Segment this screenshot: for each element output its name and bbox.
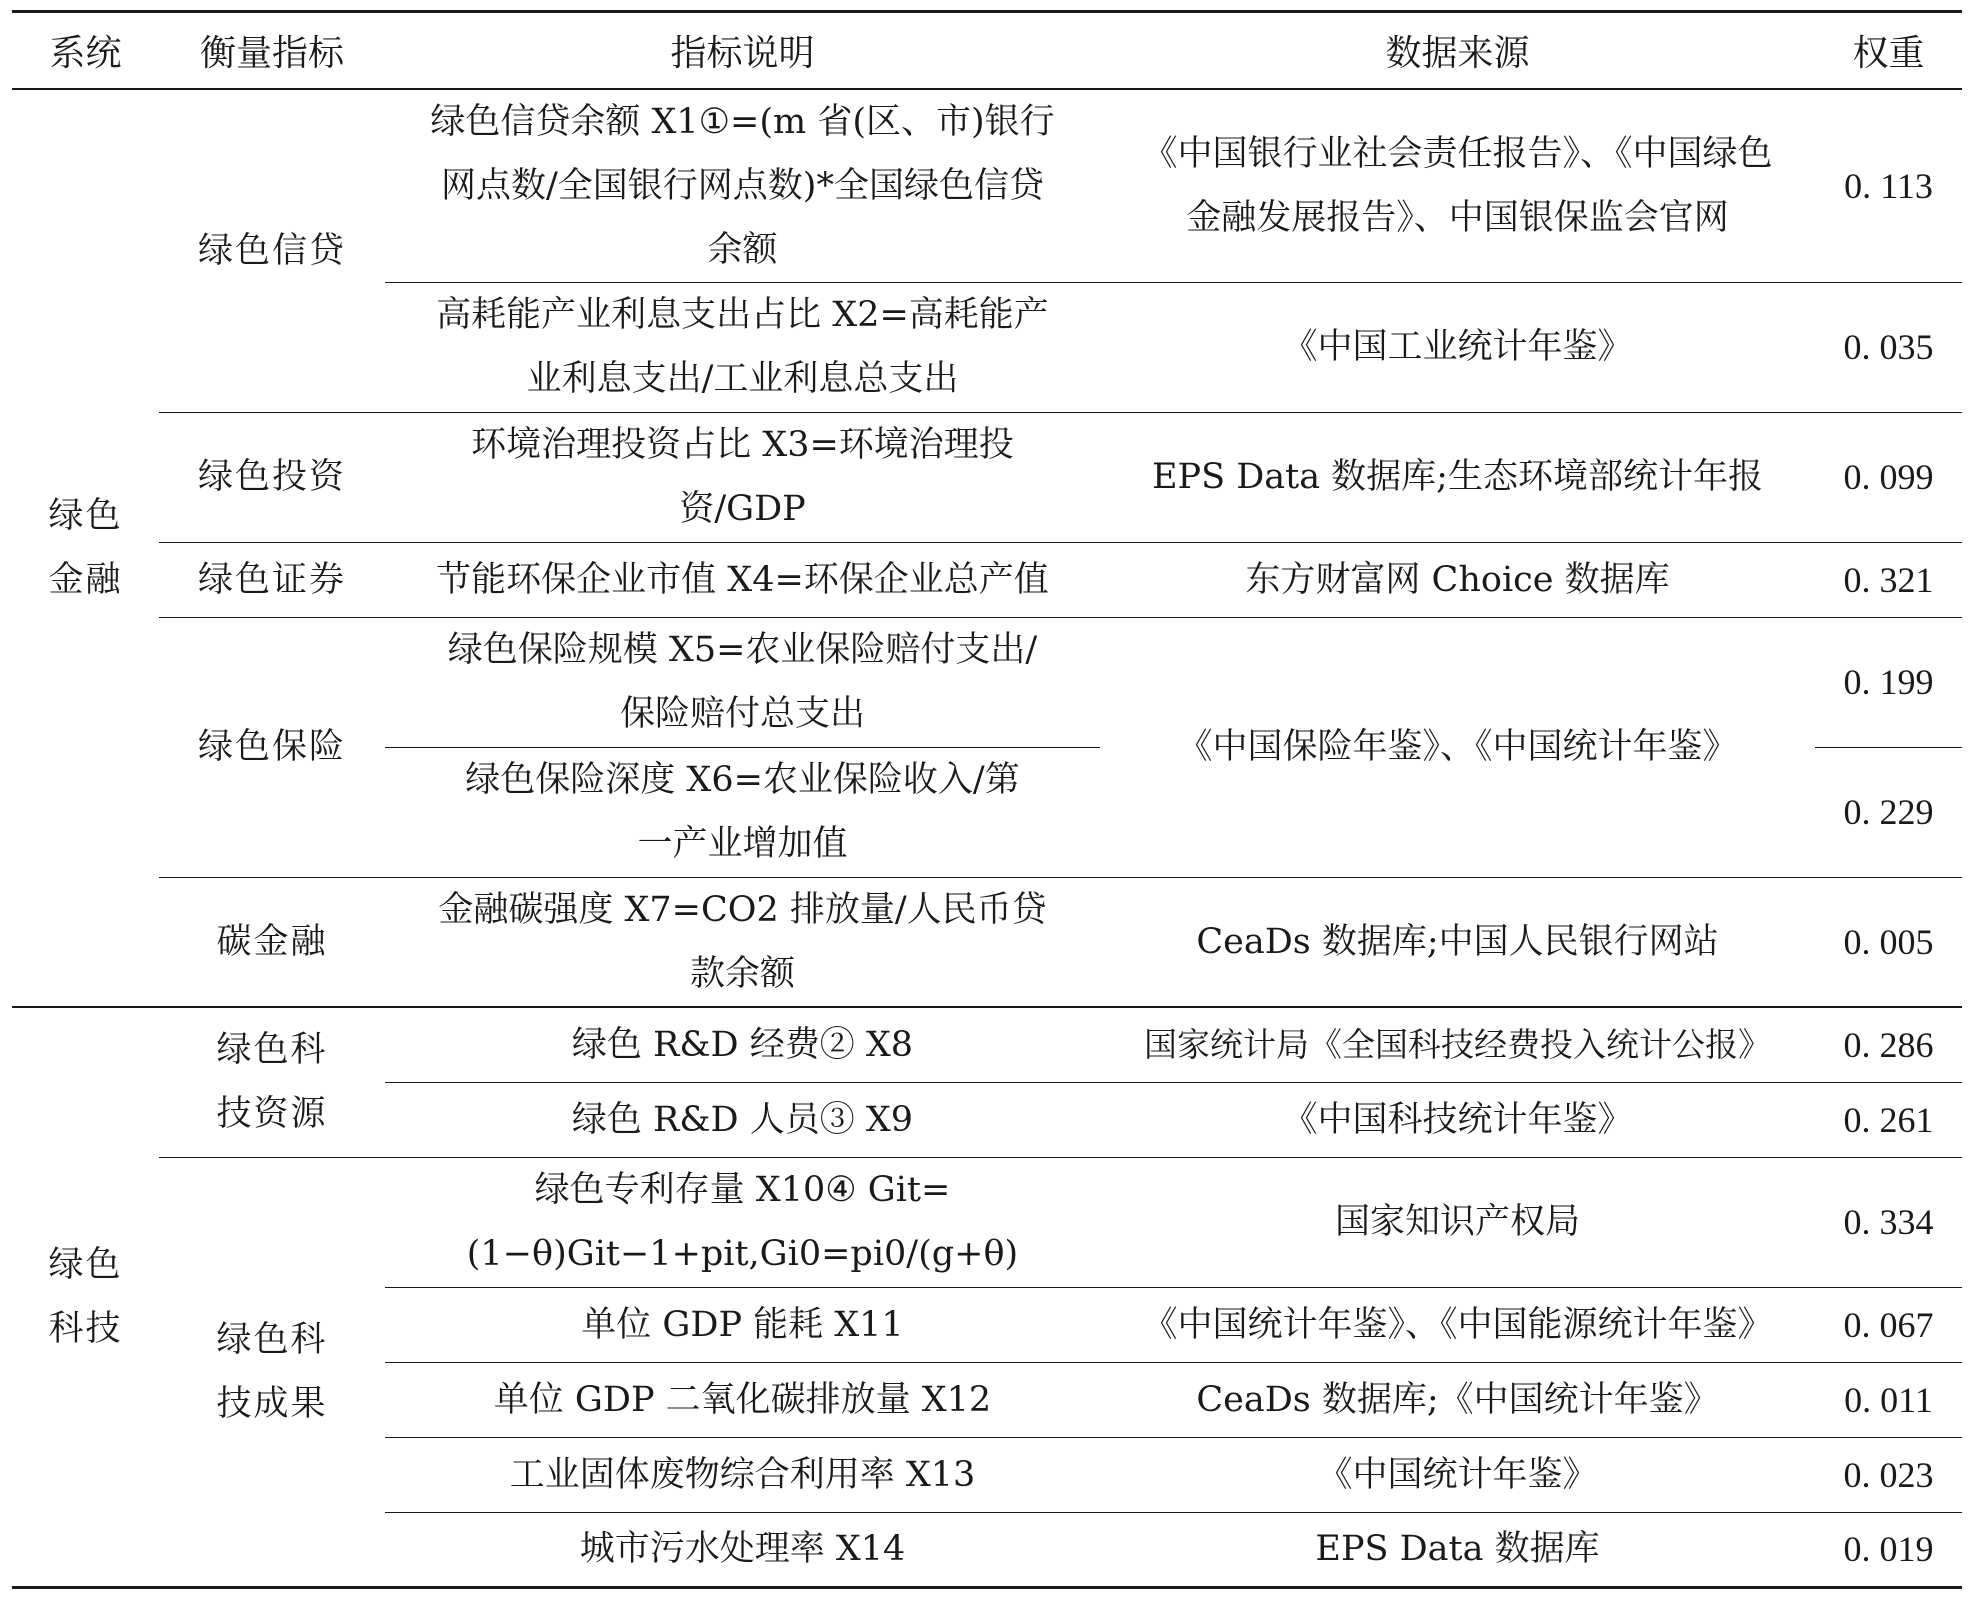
- source-cell: 东方财富网 Choice 数据库: [1100, 542, 1815, 617]
- weight-cell: 0. 334: [1815, 1157, 1962, 1287]
- table-row: [12, 1157, 1962, 1287]
- table-row: [12, 877, 1962, 1007]
- source-cell: 《中国工业统计年鉴》: [1100, 282, 1815, 412]
- description-cell: 节能环保企业市值 X4=环保企业总产值: [385, 542, 1100, 617]
- indicator-carbon-finance: 碳金融: [159, 877, 385, 1007]
- indicator-credit: 绿色信贷: [197, 230, 346, 271]
- indicator-insurance: 绿色保险: [159, 617, 385, 877]
- table-row: [12, 617, 1962, 747]
- source-cell: 《中国统计年鉴》: [1100, 1437, 1815, 1512]
- description-cell: 高耗能产业利息支出占比 X2=高耗能产业利息支出/工业利息总支出: [385, 282, 1100, 412]
- source-cell: CeaDs 数据库;《中国统计年鉴》: [1100, 1362, 1815, 1437]
- header-source: 数据来源: [1100, 12, 1815, 89]
- source-cell: 国家统计局《全国科技经费投入统计公报》: [1100, 1007, 1815, 1082]
- indicator-tech-results: 绿色科技成果: [159, 1157, 385, 1587]
- header-system: 系统: [12, 12, 159, 89]
- source-cell: EPS Data 数据库;生态环境部统计年报: [1100, 412, 1815, 542]
- source-cell: 《中国保险年鉴》、《中国统计年鉴》: [1100, 617, 1815, 877]
- description-cell: 绿色 R&D 人员③ X9: [385, 1082, 1100, 1157]
- header-row: [12, 12, 1962, 89]
- indicator-investment: 绿色投资: [159, 412, 385, 542]
- description-cell: 环境治理投资占比 X3=环境治理投资/GDP: [385, 412, 1100, 542]
- table-row: [12, 412, 1962, 542]
- source-cell: 《中国统计年鉴》、《中国能源统计年鉴》: [1100, 1287, 1815, 1362]
- indicator-table: [12, 10, 1962, 1589]
- source-cell: 国家知识产权局: [1100, 1157, 1815, 1287]
- weight-cell: 0. 067: [1815, 1287, 1962, 1362]
- description-cell: 绿色 R&D 经费② X8: [385, 1007, 1100, 1082]
- table-row: [12, 542, 1962, 617]
- weight-cell: 0. 035: [1815, 282, 1962, 412]
- source-cell: 《中国银行业社会责任报告》、《中国绿色金融发展报告》、中国银保监会官网: [1142, 133, 1773, 238]
- indicator-securities: 绿色证券: [159, 542, 385, 617]
- table-row: [12, 89, 1962, 283]
- weight-cell: 0. 113: [1844, 165, 1933, 206]
- weight-cell: 0. 229: [1815, 747, 1962, 877]
- source-cell: CeaDs 数据库;中国人民银行网站: [1100, 877, 1815, 1007]
- description-cell: 绿色保险深度 X6=农业保险收入/第一产业增加值: [385, 747, 1100, 877]
- description-cell: 绿色保险规模 X5=农业保险赔付支出/保险赔付总支出: [385, 617, 1100, 747]
- weight-cell: 0. 321: [1815, 542, 1962, 617]
- indicator-tech-resources: 绿色科技资源: [159, 1007, 385, 1157]
- description-cell: 单位 GDP 能耗 X11: [385, 1287, 1100, 1362]
- weight-cell: 0. 019: [1815, 1512, 1962, 1587]
- weight-cell: 0. 261: [1815, 1082, 1962, 1157]
- description-cell: 城市污水处理率 X14: [385, 1512, 1100, 1587]
- system-finance: 绿色金融: [48, 495, 123, 600]
- description-cell: 金融碳强度 X7=CO2 排放量/人民币贷款余额: [385, 877, 1100, 1007]
- header-description: 指标说明: [385, 12, 1100, 89]
- header-indicator: 衡量指标: [159, 12, 385, 89]
- source-cell: 《中国科技统计年鉴》: [1100, 1082, 1815, 1157]
- weight-cell: 0. 005: [1815, 877, 1962, 1007]
- weight-cell: 0. 199: [1815, 617, 1962, 747]
- weight-cell: 0. 286: [1815, 1007, 1962, 1082]
- weight-cell: 0. 011: [1815, 1362, 1962, 1437]
- description-cell: 工业固体废物综合利用率 X13: [385, 1437, 1100, 1512]
- weight-cell: 0. 099: [1815, 412, 1962, 542]
- description-cell: 绿色信贷余额 X1①=(m 省(区、市)银行网点数/全国银行网点数)*全国绿色信贷余额: [430, 101, 1055, 270]
- description-cell: 绿色专利存量 X10④ Git=(1−θ)Git−1+pit,Gi0=pi0/(g+θ): [385, 1157, 1100, 1287]
- source-cell: EPS Data 数据库: [1100, 1512, 1815, 1587]
- system-tech: 绿色科技: [12, 1007, 159, 1587]
- description-cell: 单位 GDP 二氧化碳排放量 X12: [385, 1362, 1100, 1437]
- weight-cell: 0. 023: [1815, 1437, 1962, 1512]
- table-row: [12, 1007, 1962, 1082]
- header-weight: 权重: [1815, 12, 1962, 89]
